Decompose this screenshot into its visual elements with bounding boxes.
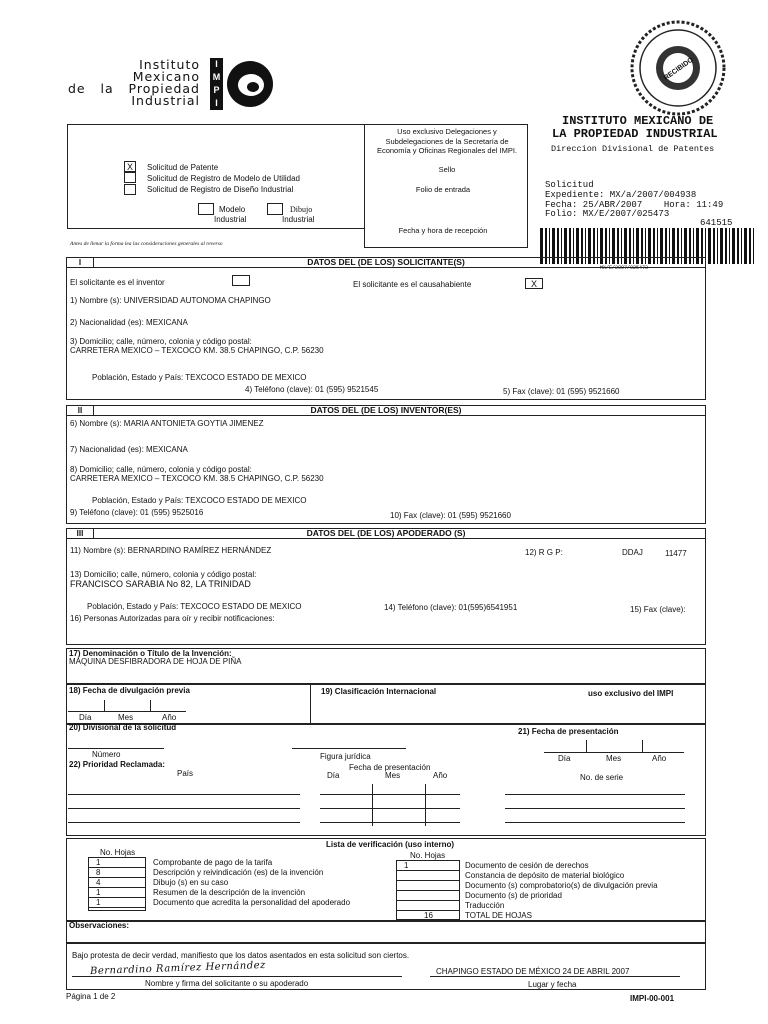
barcode-bar (737, 228, 739, 264)
logo-line-3: de la Propiedad (67, 81, 200, 96)
section2-title: DATOS DEL (DE LOS) INVENTOR(ES) (310, 405, 462, 415)
checklist-right-header: No. Hojas (410, 851, 446, 860)
checklist-row-line (396, 870, 460, 871)
checklist-left-count-1: 8 (96, 868, 101, 877)
date-line-18 (68, 711, 186, 712)
logo-circle-icon (224, 58, 276, 110)
s3-domicilio-label: 13) Domicilio; calle, número, colonia y código postal: (70, 570, 257, 579)
prio-row-1-c (505, 794, 685, 795)
checklist-right-item-3: Documento (s) de prioridad (465, 891, 562, 900)
checklist-row-line (88, 907, 146, 908)
impi-logo (60, 58, 260, 108)
checklist-left-count-4: 1 (96, 898, 101, 907)
barcode-caption: MX/E/2007/025473 (600, 265, 649, 271)
barcode-bar (753, 228, 754, 264)
s3-rgp-code: DDAJ (622, 548, 643, 557)
barcode-bar (717, 228, 718, 264)
invention-title: MÁQUINA DESFIBRADORA DE HOJA DE PIÑA (69, 657, 242, 666)
field-21-anio: Año (652, 754, 667, 763)
place-date-line (430, 976, 680, 977)
office-use-folio: Folio de entrada (415, 185, 471, 194)
s3-autorizadas: 16) Personas Autorizadas para oír y recibir notificaciones: (70, 614, 275, 623)
checklist-total-label: TOTAL DE HOJAS (465, 911, 532, 920)
checklist-left-item-2: Dibujo (s) en su caso (153, 878, 229, 887)
office-use-heading: Uso exclusivo Delegaciones y Subdelegaciones de la Secretaría de Economía y Oficinas Regionales del IMPI. (376, 127, 518, 155)
signature-line (72, 976, 402, 977)
logo-line-4: Industrial (131, 93, 200, 108)
field-21-dia: Día (558, 754, 571, 763)
checklist-row-line (396, 900, 460, 901)
field-20-figura: Figura jurídica (320, 752, 371, 761)
prio-row-3-b (320, 822, 460, 823)
modelo-utilidad-label: Solicitud de Registro de Modelo de Utilidad (147, 174, 300, 183)
s3-poblacion: Población, Estado y País: TEXCOCO ESTADO DE MEXICO (87, 602, 302, 611)
checklist-left-count-2: 4 (96, 878, 101, 887)
prio-row-1-a (68, 794, 300, 795)
logo-letter-i2: I (210, 97, 223, 110)
checklist-right-item-4: Traducción (465, 901, 505, 910)
s1-inventor-label: El solicitante es el inventor (70, 278, 165, 287)
checklist-left-header: No. Hojas (100, 848, 136, 857)
modelo-industrial-label-2: Industrial (214, 215, 247, 224)
office-use-fecha-hora: Fecha y hora de recepción (398, 226, 488, 235)
checklist-right-count-0: 1 (404, 861, 409, 870)
section3-header (66, 528, 706, 539)
s2-poblacion: Población, Estado y País: TEXCOCO ESTADO DE MEXICO (92, 496, 307, 505)
checklist-row-line (396, 880, 460, 881)
checklist-left-count-0: 1 (96, 858, 101, 867)
modelo-industrial-label-1: Modelo (219, 205, 246, 214)
instructions-note: Antes de llenar la forma lea las consideraciones generales al reverso (70, 241, 223, 247)
observaciones-label: Observaciones: (69, 921, 130, 930)
field-18-mes: Mes (118, 713, 134, 722)
field-22-anio: Año (433, 771, 448, 780)
s3-telefono: 14) Teléfono (clave): 01(595)6541951 (384, 603, 518, 612)
s3-rgp-label: 12) R G P: (525, 548, 563, 557)
stamp-expediente: Expediente: MX/a/2007/004938 (545, 190, 697, 200)
patente-label: Solicitud de Patente (147, 163, 219, 172)
field-18-anio: Año (162, 713, 177, 722)
checklist-left-item-4: Documento que acredita la personalidad del apoderado (153, 898, 351, 907)
s3-nombre: 11) Nombre (s): BERNARDINO RAMÍREZ HERNÁNDEZ (70, 546, 272, 555)
observaciones-box (66, 921, 706, 943)
field-22-mes: Mes (385, 771, 401, 780)
checklist-left-item-0: Comprobante de pago de la tarifa (153, 858, 273, 867)
modelo-industrial-checkbox[interactable] (198, 203, 214, 215)
s1-causahabiente-label: El solicitante es el causahabiente (353, 280, 472, 289)
s1-fax: 5) Fax (clave): 01 (595) 9521660 (503, 387, 620, 396)
stamp-number: 641515 (700, 218, 733, 228)
signature-handwriting: Bernardino Ramírez Hernández (89, 959, 267, 978)
barcode-bar (729, 228, 730, 264)
impi-only-label: uso exclusivo del IMPI (588, 689, 674, 698)
seal-text: RECIBIDO (662, 56, 695, 82)
prio-row-2-a (68, 808, 300, 809)
stamp-fecha: Fecha: 25/ABR/2007 Hora: 11:49 (545, 200, 724, 210)
page-number: Página 1 de 2 (66, 992, 116, 1001)
prio-row-2-c (505, 808, 685, 809)
figura-line (292, 748, 406, 749)
declaration-text: Bajo protesta de decir verdad, manifiesto que los datos asentados en esta solicitud son ciertos. (72, 951, 410, 960)
s1-poblacion: Población, Estado y País: TEXCOCO ESTADO DE MEXICO (92, 373, 307, 382)
s1-domicilio-label: 3) Domicilio; calle, número, colonia y código postal: (70, 337, 252, 346)
stamp-direction: Direccion Divisional de Patentes (551, 144, 715, 154)
firma-label: Nombre y firma del solicitante o su apoderado (145, 979, 309, 988)
checklist-title: Lista de verificación (uso interno) (325, 840, 455, 849)
section3-title: DATOS DEL (DE LOS) APODERADO (S) (306, 528, 466, 538)
field-20-numero: Número (92, 750, 121, 759)
field-22-dia: Día (327, 771, 340, 780)
modelo-utilidad-checkbox[interactable] (124, 172, 136, 183)
stamp-solicitud: Solicitud (545, 180, 594, 190)
checklist-right-item-2: Documento (s) comprobatorio(s) de divulgación previa (465, 881, 658, 890)
barcode-bar (749, 228, 751, 264)
s3-fax: 15) Fax (clave): (630, 605, 686, 614)
prio-row-2-b (320, 808, 460, 809)
checklist-right-item-0: Documento de cesión de derechos (465, 861, 589, 870)
s1-nacionalidad: 2) Nacionalidad (es): MEXICANA (70, 318, 188, 327)
dibujo-industrial-label-2: Industrial (282, 215, 315, 224)
field-19-label: 19) Clasificación Internacional (321, 687, 437, 696)
checklist-right-item-1: Constancia de depósito de material biológico (465, 871, 625, 880)
s2-nombre: 6) Nombre (s): MARIA ANTONIETA GOYTIA JIMENEZ (70, 419, 264, 428)
field-22-pais: País (177, 769, 194, 778)
barcode-bar (720, 228, 723, 264)
s2-telefono: 9) Teléfono (clave): 01 (595) 9525016 (70, 508, 204, 517)
s2-nacionalidad: 7) Nacionalidad (es): MEXICANA (70, 445, 188, 454)
barcode-bar (744, 228, 747, 264)
logo-letter-m: M (210, 71, 223, 84)
s1-domicilio: CARRETERA MEXICO – TEXCOCO KM. 38.5 CHAPINGO, C.P. 56230 (70, 346, 324, 355)
barcode-bar (732, 228, 735, 264)
barcode-bar (725, 228, 727, 264)
s1-causahabiente-checkbox[interactable]: X (525, 278, 543, 289)
form-code: IMPI-00-001 (630, 994, 675, 1003)
place-date: CHAPINGO ESTADO DE MÉXICO 24 DE ABRIL 2007 (436, 967, 630, 976)
dibujo-industrial-checkbox[interactable] (267, 203, 283, 215)
barcode-bar (741, 228, 742, 264)
logo-letter-p: P (210, 84, 223, 97)
s1-inventor-checkbox[interactable] (232, 275, 250, 286)
lugar-label: Lugar y fecha (528, 980, 577, 989)
s3-domicilio: FRANCISCO SARABIA No 82, LA TRINIDAD (70, 579, 251, 589)
logo-line-2: Mexicano (132, 69, 200, 84)
diseno-label: Solicitud de Registro de Diseño Industrial (147, 185, 294, 194)
date-line-21 (544, 752, 684, 753)
prio-row-3-c (505, 822, 685, 823)
checklist-left-item-3: Resumen de la descripción de la invención (153, 888, 306, 897)
s2-domicilio-label: 8) Domicilio; calle, número, colonia y código postal: (70, 465, 252, 474)
prio-row-3-a (68, 822, 300, 823)
numero-line (68, 748, 164, 749)
barcode-bar (713, 228, 715, 264)
dibujo-industrial-label-1: Dibujo (290, 205, 313, 214)
section3-number: III (67, 529, 94, 538)
patente-checkbox[interactable]: X (124, 161, 136, 172)
section1-title: DATOS DEL (DE LOS) SOLICITANTE(S) (307, 257, 465, 267)
date-tick-1 (104, 700, 105, 711)
checklist-left-count-3: 1 (96, 888, 101, 897)
prio-tick-1 (372, 784, 373, 826)
section1-header (66, 257, 706, 268)
divider-18-19 (310, 684, 311, 724)
barcode-bar (708, 228, 711, 264)
s3-rgp-number: 11477 (665, 549, 687, 558)
s2-fax: 10) Fax (clave): 01 (595) 9521660 (390, 511, 511, 520)
checklist-left-item-1: Descripción y reivindicación (es) de la invención (153, 868, 324, 877)
date-tick-4 (642, 740, 643, 752)
logo-letter-i: I (210, 58, 223, 71)
section1-number: I (67, 258, 94, 267)
invention-label: 17) Denominación o Título de la Invención: (69, 649, 232, 658)
field-18-label: 18) Fecha de divulgación previa (69, 686, 190, 695)
received-seal-icon (628, 18, 728, 118)
stamp-title-2: LA PROPIEDAD INDUSTRIAL (552, 127, 718, 141)
field-20-label: 20) Divisional de la solicitud (69, 723, 177, 732)
date-tick-3 (586, 740, 587, 752)
field-22-serie: No. de serie (580, 773, 624, 782)
field-21-label: 21) Fecha de presentación (518, 727, 619, 736)
s1-nombre: 1) Nombre (s): UNIVERSIDAD AUTONOMA CHAPINGO (70, 296, 271, 305)
checklist-row-line (396, 890, 460, 891)
field-22-fecha: Fecha de presentación (349, 763, 431, 772)
field-18-dia: Día (79, 713, 92, 722)
logo-line-1: Instituto (139, 57, 200, 72)
office-use-sello: Sello (438, 165, 456, 174)
stamp-title-1: INSTITUTO MEXICANO DE (562, 114, 714, 128)
field-22-label: 22) Prioridad Reclamada: (69, 760, 166, 769)
date-tick-2 (150, 700, 151, 711)
prio-row-1-b (320, 794, 460, 795)
section2-header (66, 405, 706, 416)
s1-telefono: 4) Teléfono (clave): 01 (595) 9521545 (245, 385, 379, 394)
stamp-folio: Folio: MX/E/2007/025473 (545, 209, 670, 219)
prio-tick-2 (425, 784, 426, 826)
diseno-checkbox[interactable] (124, 184, 136, 195)
field-21-mes: Mes (606, 754, 622, 763)
section2-number: II (67, 406, 94, 415)
s2-domicilio: CARRETERA MEXICO – TEXCOCO KM. 38.5 CHAPINGO, C.P. 56230 (70, 474, 324, 483)
checklist-total-count: 16 (424, 911, 433, 920)
